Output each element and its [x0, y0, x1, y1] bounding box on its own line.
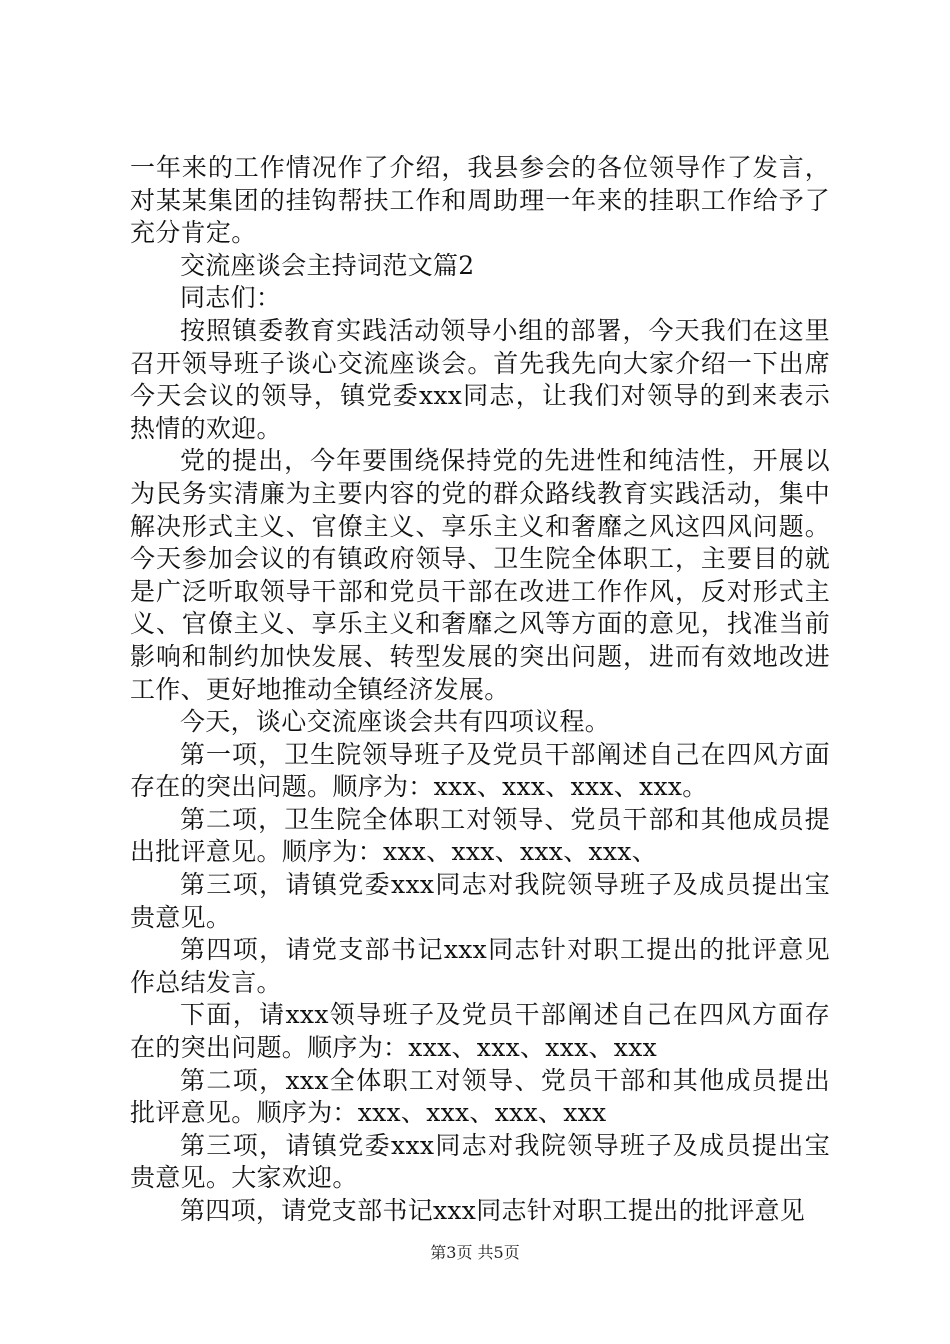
agenda-item-2-repeat: 第二项，xxx全体职工对领导、党员干部和其他成员提出批评意见。顺序为：xxx、xxx、xxx、xxx [130, 1065, 830, 1128]
agenda-item-4-repeat: 第四项，请党支部书记xxx同志针对职工提出的批评意见 [180, 1196, 806, 1225]
agenda-item-3: 第三项，请镇党委xxx同志对我院领导班子及成员提出宝贵意见。 [130, 870, 830, 932]
page-footer [0, 1243, 950, 1263]
agenda-item-2: 第二项，卫生院全体职工对领导、党员干部和其他成员提出批评意见。顺序为：xxx、xxx、xxx、xxx、 [130, 804, 830, 867]
paragraph-next: 下面，请xxx领导班子及党员干部阐述自己在四风方面存在的突出问题。顺序为：xxx、xxx、xxx、xxx [130, 1000, 830, 1063]
paragraph-agenda-summary: 今天，谈心交流座谈会共有四项议程。 [180, 707, 611, 737]
document-body [130, 152, 830, 1228]
salutation: 同志们： [180, 283, 282, 313]
agenda-item-4: 第四项，请党支部书记xxx同志针对职工提出的批评意见作总结发言。 [130, 935, 830, 997]
agenda-item-1: 第一项，卫生院领导班子及党员干部阐述自己在四风方面存在的突出问题。顺序为：xxx、xxx、xxx、xxx。 [130, 739, 830, 802]
paragraph-intro: 按照镇委教育实践活动领导小组的部署，今天我们在这里召开领导班子谈心交流座谈会。首先我先向大家介绍一下出席今天会议的领导，镇党委xxx同志，让我们对领导的到来表示热情的欢迎。 [130, 315, 830, 443]
page-number: 第3页 共5页 [430, 1243, 520, 1262]
paragraph-1: 一年来的工作情况作了介绍，我县参会的各位领导作了发言，对某某集团的挂钩帮扶工作和周助理一年来的挂职工作给予了充分肯定。 [130, 153, 830, 248]
paragraph-purpose: 党的提出，今年要围绕保持党的先进性和纯洁性，开展以为民务实清廉为主要内容的党的群众路线教育实践活动，集中解决形式主义、官僚主义、享乐主义和奢靡之风这四风问题。今天参加会议的有镇政府领导、卫生院全体职工，主要目的就是广泛听取领导干部和党员干部在改进工作作风，反对形式主义、官僚主义、享乐主义和奢靡之风等方面的意见，找准当前影响和制约加快发展、转型发展的突出问题，进而有效地改进工作、更好地推动全镇经济发展。 [130, 446, 830, 704]
section-heading: 交流座谈会主持词范文篇2 [180, 250, 475, 280]
agenda-item-3-repeat: 第三项，请镇党委xxx同志对我院领导班子及成员提出宝贵意见。大家欢迎。 [130, 1130, 830, 1193]
